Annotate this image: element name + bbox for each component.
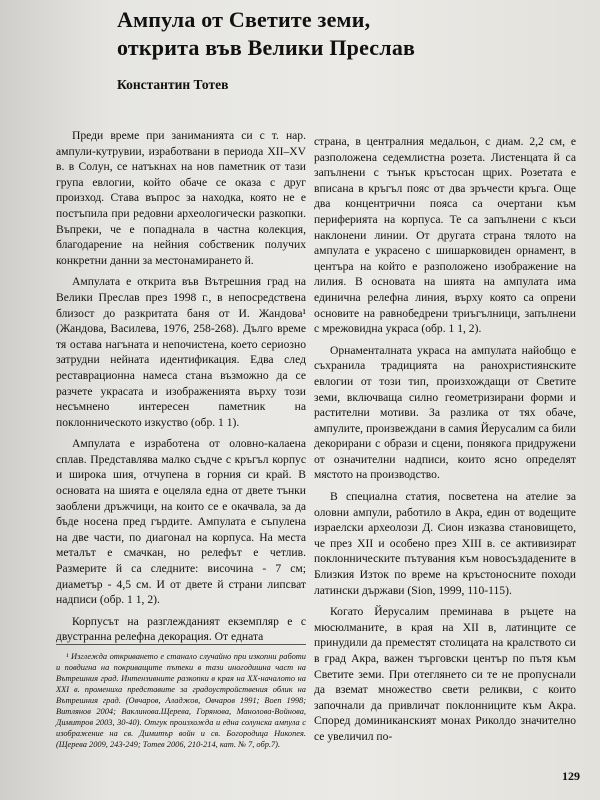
paragraph: Преди време при заниманията си с т. нар. ампули-кутрувии, изработвани в периода XII–XV в. в Солун, се натъкнах на нов паметник от тази група евлогии, който обаче се оказа с друг произход. Става въпрос за находка, която не е постъпила при редовни археологически разкопки. Въпреки, че е попаднала в частна колекция, благодарение на нейния собственик получих конкретни данни за местонамирането й. [56,129,306,267]
paragraph: Корпусът на разглежданият екземпляр е с двустранна релефна декорация. От едната [56,614,306,644]
right-column [314,134,576,745]
paragraph: Ампулата е открита във Вътрешния град на Велики Преслав през 1998 г., в непосредствена близост до разкритата баня от И. Жандова¹ (Жандова, Василева, 1976, 258-268). Дълго време тя остава нагъната и непочистена, което сериозно затрудни нейната идентификация. Едва след реставрационна намеса стана възможно да се разчете украсата и изображенията върху този несъмнено интересен паметник на поклонническото изкуство (обр. 1 1). [56,275,306,429]
title-line-1: Ампула от Светите земи, [117,7,371,32]
page-number: 129 [562,769,580,783]
footnote: ¹ Изглежда откриването е станало случайно при изкопни работи и повдигна на покриващите пътеки в тази иногодишна част на Вътрешния град. Интензивните разкопки в края на XX-началото на XXI в. промениха представите за градоустройствения облик на Вътрешния град. (Овчаров, Аладжов, Овчаров 1991; Boen 1998; Витлянов 2004; Ваклинова.Щерева, Горянова, Манолова-Войнова, Димитров 2003, 30-40). Отгук произхожда и една солунска ампула с изображение на св. Димитър войн и св. Богородица Никопея. (Щерева 2009, 243-249; Тотев 2006, 210-214, кат. № 7, обр.7). [56,652,306,749]
footnote-section [56,644,306,750]
left-column [56,128,306,645]
paragraph: страна, в централния медальон, с диам. 2,2 см, е разположена седемлистна розета. Листенцата й са запълнени с тънък кръстосан щрих. Розетата е вписана в кръгъл пояс от два зръчести кръга. Още два концентрични пояса са очертани към периферията на корпуса. Те са запълнени с къси наклонени линии. От другата страна тялото на ампулата е украсено с шишарковиден орнамент, в центъра на който е разположено изображение на лилия. В основата на шията на ампулата има единична релефна линия, върху която са опрени основите на равнобедрени триъгълници, запълнени с мрежовидна украса (обр. 1 1, 2). [314,135,576,336]
paragraph: Орнаменталната украса на ампулата найобщо е съхранила традицията на ранохристиянските евлогии от този тип, произхождащи от Светите земи, включваща силно геометризирани форми и растителни мотиви. За разлика от тях обаче, ампулите, произвеждани в самия Йерусалим са били декорирани с образи и сцени, понякога придружени от означителни надписи, които ясно определят мястото на производство. [314,343,576,482]
paragraph: Когато Йерусалим преминава в ръцете на мюсюлманите, в края на XII в, латинците се принудили да преместят столицата на кралството си в град Акра, важен търговски център по пътя към Светите земи. При отеглянето си те не пропуснали да вземат множество свети реликви, с които започнали да привличат поклонниците към Акра. Според доминиканският монах Риколдо значително се увеличил по- [314,605,576,743]
paragraph: Ампулата е изработена от оловно-калаена сплав. Представлява малко съдче с кръгъл корпус и широка шия, отчупена в горния си край. В основата на шията е оцеляла една от двете тънки заоблени дръжчици, на които се е окачвала, за да бъде носена пред гърдите. Ампулата е съпулена на две части, по диагонал на корпуса. На места металът е смачкан, но релефът е четлив. Размерите й са следните: височина - 7 см; диаметър - 4,5 см. И от двете й страни липсват надписи (обр. 1 1, 2). [56,437,306,607]
title-line-2: открита във Велики Преслав [117,35,416,60]
article-author: Константин Тотев [117,77,229,92]
paragraph: В специална статия, посветена на ателие за оловни ампули, работило в Акра, един от водещите израелски археолози Д. Сион изказва становището, че през XII и особено през XIII в. се активизират поклонническите пътувания към новосъздадените в Близкия Изток по време на кръстоносните походи латински държави (Sion, 1999, 110-115). [314,490,576,597]
article-title [117,6,537,62]
